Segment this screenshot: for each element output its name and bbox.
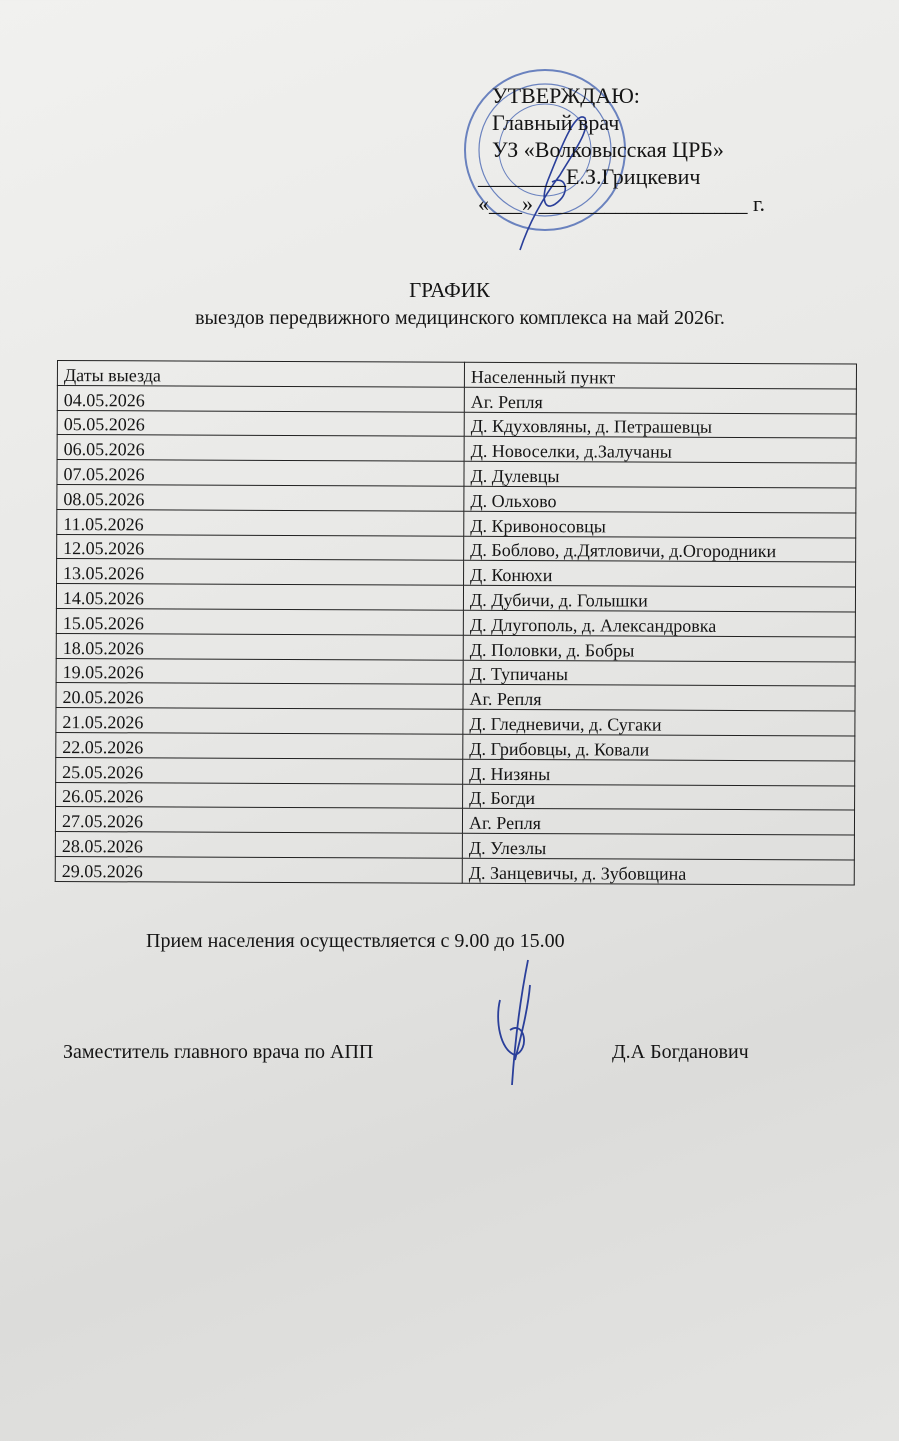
locality-cell: Д. Половки, д. Бобры [463, 635, 855, 662]
date-cell: 07.05.2026 [57, 460, 464, 487]
locality-cell: Д. Дубичи, д. Голышки [463, 585, 855, 612]
locality-cell: Д. Занцевичы, д. Зубовщина [462, 858, 854, 885]
locality-cell: Д. Богди [463, 784, 855, 811]
date-cell: 11.05.2026 [57, 509, 464, 536]
locality-cell: Д. Дулевцы [464, 461, 856, 488]
approval-date-line: «___» ___________________ г. [478, 191, 766, 216]
date-cell: 25.05.2026 [56, 757, 463, 784]
reception-hours-note: Прием населения осуществляется с 9.00 до 15.00 [146, 930, 565, 952]
date-cell: 12.05.2026 [57, 534, 464, 561]
header-locality: Населенный пункт [464, 362, 856, 389]
date-cell: 04.05.2026 [57, 385, 464, 412]
locality-cell: Д. Новоселки, д.Залучаны [464, 437, 856, 464]
locality-cell: Аг. Репля [462, 809, 854, 836]
locality-cell: Д. Кдуховляны, д. Петрашевцы [464, 412, 856, 439]
date-cell: 15.05.2026 [56, 608, 463, 635]
date-cell: 27.05.2026 [55, 807, 462, 834]
date-cell: 21.05.2026 [56, 708, 463, 735]
date-cell: 14.05.2026 [56, 584, 463, 611]
locality-cell: Д. Боблово, д.Дятловичи, д.Огородники [464, 536, 856, 563]
date-cell: 06.05.2026 [57, 435, 464, 462]
date-cell: 28.05.2026 [55, 832, 462, 859]
locality-cell: Д. Грибовцы, д. Ковали [463, 734, 855, 761]
locality-cell: Д. Длугополь, д. Александровка [463, 610, 855, 637]
date-cell: 20.05.2026 [56, 683, 463, 710]
locality-cell: Аг. Репля [464, 387, 856, 414]
locality-cell: Д. Кривоносовцы [464, 511, 856, 538]
date-cell: 22.05.2026 [56, 732, 463, 759]
approval-organization: УЗ «Волковысская ЦРБ» [492, 137, 724, 162]
date-cell: 05.05.2026 [57, 410, 464, 437]
header-dates: Даты выезда [57, 361, 464, 388]
locality-cell: Аг. Репля [463, 685, 855, 712]
document-subtitle: выездов передвижного медицинского комплекса на май 2026г. [195, 307, 725, 329]
date-cell: 19.05.2026 [56, 658, 463, 685]
document-title: ГРАФИК [409, 278, 490, 302]
approval-heading: УТВЕРЖДАЮ: [492, 83, 640, 108]
date-cell: 26.05.2026 [56, 782, 463, 809]
date-cell: 18.05.2026 [56, 633, 463, 660]
deputy-position: Заместитель главного врача по АПП [63, 1041, 374, 1063]
date-cell: 13.05.2026 [57, 559, 464, 586]
locality-cell: Д. Конюхи [464, 561, 856, 588]
approval-signature-line: ________Е.З.Грицкевич [478, 164, 701, 189]
approval-position: Главный врач [492, 110, 620, 135]
locality-cell: Д. Тупичаны [463, 660, 855, 687]
locality-cell: Д. Низяны [463, 759, 855, 786]
deputy-name: Д.А Богданович [612, 1041, 749, 1063]
date-cell: 08.05.2026 [57, 484, 464, 511]
date-cell: 29.05.2026 [55, 856, 462, 883]
locality-cell: Д. Улезлы [462, 833, 854, 860]
locality-cell: Д. Ольхово [464, 486, 856, 513]
locality-cell: Д. Гледневичи, д. Сугаки [463, 709, 855, 736]
